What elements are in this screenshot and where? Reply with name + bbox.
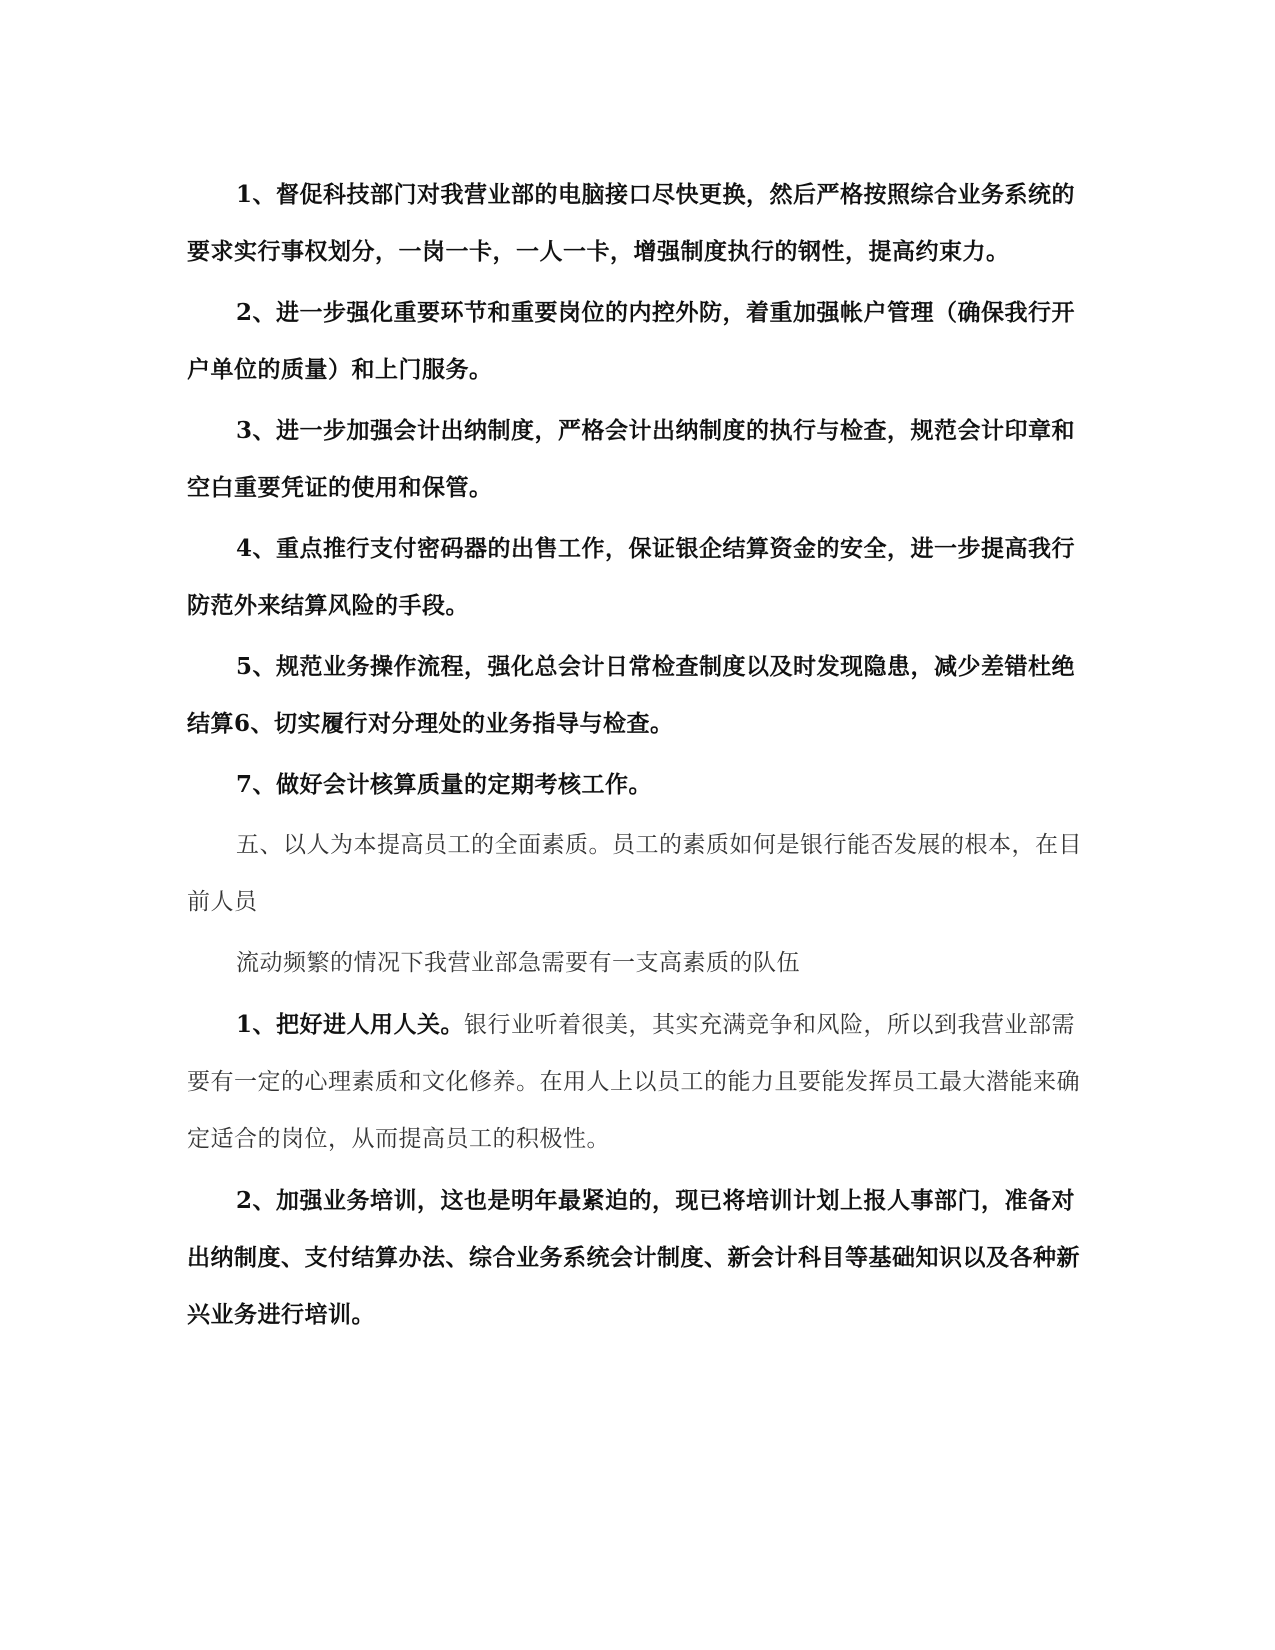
paragraph-hiring: [187, 996, 1087, 1168]
paragraph-training: 2、加强业务培训，这也是明年最紧迫的，现已将培训计划上报人事部门，准备对出纳制度、支付结算办法、综合业务系统会计制度、新会计科目等基础知识以及各种新兴业务进行培训。: [187, 1187, 1080, 1328]
paragraph-item-3: 3、进一步加强会计出纳制度，严格会计出纳制度的执行与检查，规范会计印章和空白重要凭证的使用和保管。: [187, 417, 1076, 501]
paragraph-item-2: 2、进一步强化重要环节和重要岗位的内控外防，着重加强帐户管理（确保我行开户单位的质量）和上门服务。: [187, 299, 1076, 383]
paragraph-item-4: 4、重点推行支付密码器的出售工作，保证银企结算资金的安全，进一步提高我行防范外来结算风险的手段。: [187, 535, 1076, 619]
paragraph-item-7: 7、做好会计核算质量的定期考核工作。: [236, 771, 653, 798]
paragraph-hiring-body: 银行业听着很美，其实充满竞争和风险，所以到我营业部需要有一定的心理素质和文化修养。在用人上以员工的能力且要能发挥员工最大潜能来确定适合的岗位，从而提高员工的积极性。: [187, 1012, 1080, 1152]
paragraph-item-1: 1、督促科技部门对我营业部的电脑接口尽快更换，然后严格按照综合业务系统的要求实行事权划分，一岗一卡，一人一卡，增强制度执行的钢性，提高约束力。: [187, 181, 1076, 265]
section-heading-continuation: 流动频繁的情况下我营业部急需要有一支高素质的队伍: [236, 950, 800, 976]
paragraph-hiring-lead: 1、把好进人用人关。: [236, 1011, 465, 1038]
document-body: [187, 166, 1087, 1347]
paragraph-item-5: 5、规范业务操作流程，强化总会计日常检查制度以及时发现隐患，减少差错杜绝结算6、切实履行对分理处的业务指导与检查。: [187, 653, 1076, 737]
section-heading-five: 五、以人为本提高员工的全面素质。员工的素质如何是银行能否发展的根本，在目前人员: [187, 832, 1082, 915]
